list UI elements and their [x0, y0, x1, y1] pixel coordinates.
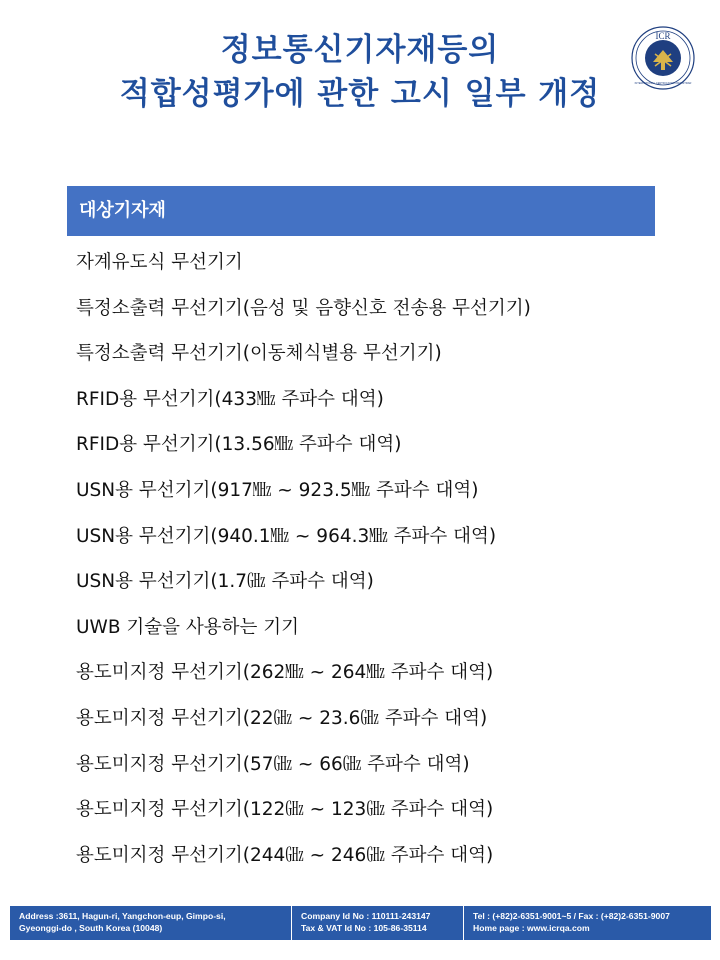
list-item: UWB 기술을 사용하는 기기	[76, 616, 300, 638]
logo-text: ICR	[655, 31, 671, 41]
footer-ids	[292, 906, 464, 940]
footer-contact	[464, 906, 711, 940]
footer-tel-fax: Tel : (+82)2-6351-9001~5 / Fax : (+82)2-6351-9007	[473, 911, 670, 921]
list-item: 용도미지정 무선기기(22㎓ ~ 23.6㎓ 주파수 대역)	[76, 707, 488, 729]
icr-logo	[631, 26, 695, 90]
title-line-2: 적합성평가에 관한 고시 일부 개정	[119, 76, 601, 112]
list-item: 용도미지정 무선기기(244㎓ ~ 246㎓ 주파수 대역)	[76, 844, 494, 866]
list-item: RFID용 무선기기(433㎒ 주파수 대역)	[76, 388, 384, 410]
list-item: 특정소출력 무선기기(음성 및 음향신호 전송용 무선기기)	[76, 297, 531, 319]
footer-address-line-1: Address :3611, Hagun-ri, Yangchon-eup, Gimpo-si,	[19, 911, 226, 921]
list-item: 특정소출력 무선기기(이동체식별용 무선기기)	[76, 343, 442, 365]
footer-tax-id: Tax & VAT Id No : 105-86-35114	[301, 922, 427, 933]
footer-company-id: Company Id No : 110111-243147	[301, 911, 431, 921]
page-title	[0, 28, 720, 116]
list-item: USN용 무선기기(917㎒ ~ 923.5㎒ 주파수 대역)	[76, 479, 479, 501]
footer	[10, 906, 711, 940]
footer-homepage[interactable]: Home page : www.icrqa.com	[473, 922, 590, 933]
list-item: 자계유도식 무선기기	[76, 252, 243, 273]
list-item: USN용 무선기기(1.7㎓ 주파수 대역)	[76, 571, 374, 593]
equipment-list	[76, 240, 676, 878]
list-item: USN용 무선기기(940.1㎒ ~ 964.3㎒ 주파수 대역)	[76, 525, 497, 547]
list-item: 용도미지정 무선기기(57㎓ ~ 66㎓ 주파수 대역)	[76, 753, 470, 775]
title-line-1: 정보통신기자재등의	[220, 32, 500, 68]
footer-address	[10, 906, 292, 940]
list-item: 용도미지정 무선기기(122㎓ ~ 123㎓ 주파수 대역)	[76, 799, 494, 821]
list-item: RFID용 무선기기(13.56㎒ 주파수 대역)	[76, 434, 402, 456]
footer-address-line-2: Gyeonggi-do , South Korea (10048)	[19, 922, 163, 933]
logo-subtext: INTERNATIONAL CERTIFICATION REGISTRAR	[634, 82, 692, 85]
list-item: 용도미지정 무선기기(262㎒ ~ 264㎒ 주파수 대역)	[76, 662, 494, 684]
section-header: 대상기자재	[67, 186, 655, 236]
